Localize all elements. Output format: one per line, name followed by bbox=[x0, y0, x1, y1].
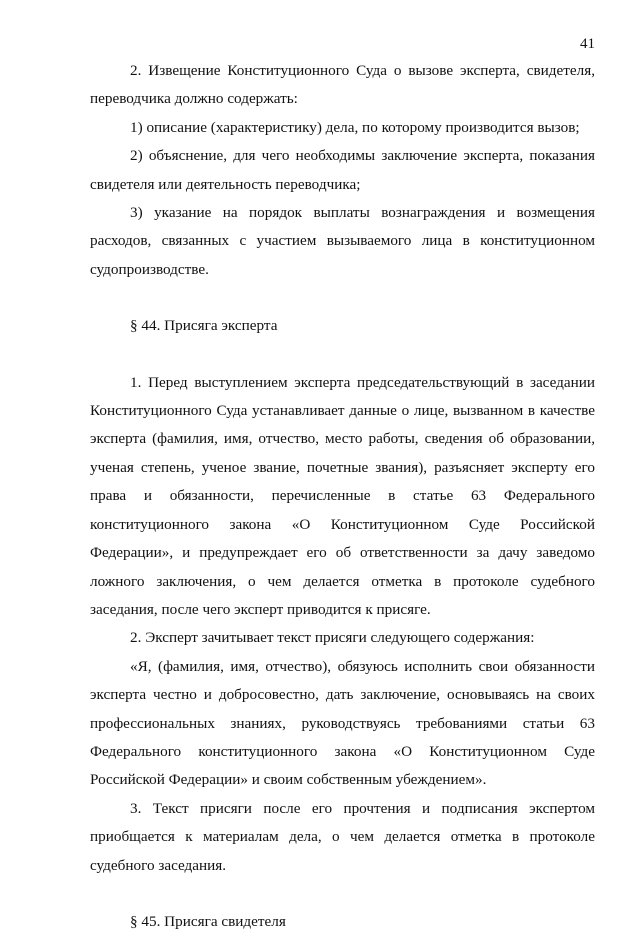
section-44-paragraph-2: 2. Эксперт зачитывает текст присяги следующего содержания: bbox=[130, 629, 535, 647]
section-45-heading: § 45. Присяга свидетеля bbox=[130, 912, 286, 930]
page-number: 41 bbox=[580, 36, 595, 52]
section-44-heading: § 44. Присяга эксперта bbox=[130, 317, 278, 335]
section-44-paragraph-3: 3. Текст присяги после его прочтения и подписания экспертом приобщается к материалам дела, о чем делается отметка в протоколе судебного заседания. bbox=[90, 799, 595, 874]
section-44-paragraph-1: 1. Перед выступлением эксперта председательствующий в заседании Конституционного Суда устанавливает данные о лице, вызванном в качестве эксперта (фамилия, имя, отчество, место работы, сведения об образовании, ученая степень, ученое звание, почетные звания), разъясняет эксперту его права и обязанности, перечисленные в статье 63 Федерального конституционного закона «О Конституционном Суде Российской Федерации», и предупреждает его об ответственности за дачу заведомо ложного заключения, о чем делается отметка в протоколе судебного заседания, после чего эксперт приводится к присяге. bbox=[90, 373, 595, 618]
paragraph-item-3: 3) указание на порядок выплаты вознаграждения и возмещения расходов, связанных с участием вызываемого лица в конституционном судопроизводстве. bbox=[90, 204, 595, 278]
section-44-oath-text: «Я, (фамилия, имя, отчество), обязуюсь исполнить свои обязанности эксперта честно и добросовестно, дать заключение, основываясь на своих профессиональных знаниях, руководствуясь требованиями статьи 63 Федерального конституционного закона «О Конституционном Суде Российской Федерации» и своим собственным убеждением». bbox=[90, 657, 595, 789]
paragraph-item-1: 1) описание (характеристику) дела, по которому производится вызов; bbox=[130, 118, 580, 136]
page-content bbox=[90, 57, 595, 936]
paragraph-item-2: 2) объяснение, для чего необходимы заключение эксперта, показания свидетеля или деятельность переводчика; bbox=[90, 147, 595, 193]
paragraph-notice-contents: 2. Извещение Конституционного Суда о вызове эксперта, свидетеля, переводчика должно содержать: bbox=[90, 62, 595, 108]
